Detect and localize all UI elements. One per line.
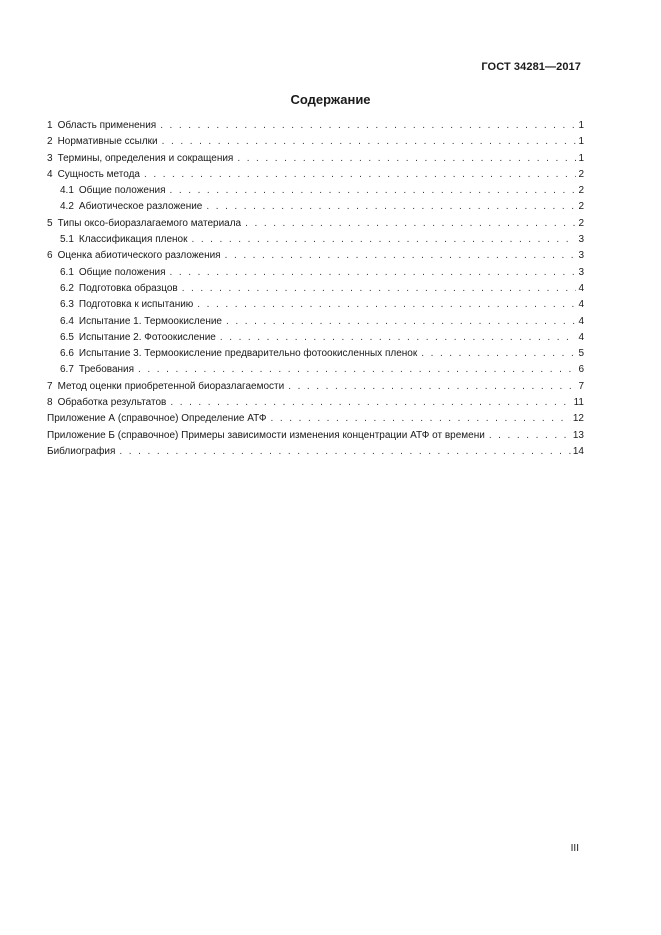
toc-dot-leader xyxy=(220,330,577,346)
toc-entry-title: Приложение А (справочное) Определение АТФ xyxy=(47,413,267,425)
toc-entry-title: Абиотическое разложение xyxy=(78,201,203,213)
toc-entry[interactable] xyxy=(47,362,584,378)
toc-dot-leader xyxy=(245,216,576,232)
toc-entry-number: 6.5 xyxy=(60,331,74,343)
document-id: ГОСТ 34281—2017 xyxy=(481,61,581,73)
toc-entry[interactable] xyxy=(47,346,584,362)
toc-entry-number: 8 xyxy=(47,397,53,409)
toc-entry-number: 6 xyxy=(47,250,53,262)
toc-entry-page: 6 xyxy=(578,364,584,376)
toc-entry-number: 6.7 xyxy=(60,364,74,376)
toc-entry[interactable] xyxy=(47,395,584,411)
toc-entry-page: 4 xyxy=(578,282,584,294)
toc-entry-page: 4 xyxy=(578,331,584,343)
toc-entry-page: 3 xyxy=(578,250,584,262)
toc-entry-title: Требования xyxy=(78,364,135,376)
toc-entry[interactable] xyxy=(47,216,584,232)
toc-entry-title: Общие положения xyxy=(78,266,166,278)
toc-entry-title: Обработка результатов xyxy=(57,397,167,409)
toc-entry-page: 12 xyxy=(572,413,584,425)
toc-entry-number: 4.2 xyxy=(60,201,74,213)
toc-entry[interactable] xyxy=(47,379,584,395)
toc-dot-leader xyxy=(162,134,577,150)
toc-entry-page: 2 xyxy=(578,185,584,197)
toc-dot-leader xyxy=(170,265,577,281)
toc-entry-title: Общие положения xyxy=(78,185,166,197)
toc-entry-title: Подготовка к испытанию xyxy=(78,299,194,311)
toc-entry-number: 6.6 xyxy=(60,348,74,360)
toc-entry-title: Оценка абиотического разложения xyxy=(57,250,221,262)
toc-entry-number: 5 xyxy=(47,217,53,229)
toc-entry[interactable] xyxy=(47,151,584,167)
toc-entry[interactable] xyxy=(47,444,584,460)
toc-entry-page: 7 xyxy=(578,380,584,392)
toc-entry[interactable] xyxy=(47,428,584,444)
toc-dot-leader xyxy=(182,281,577,297)
toc-entry[interactable] xyxy=(47,411,584,427)
toc-entry[interactable] xyxy=(47,199,584,215)
toc-title: Содержание xyxy=(290,92,371,107)
toc-entry-title: Классификация пленок xyxy=(78,234,188,246)
toc-entry-title: Подготовка образцов xyxy=(78,282,178,294)
toc-entry-page: 1 xyxy=(578,136,584,148)
toc-dot-leader xyxy=(197,297,576,313)
toc-dot-leader xyxy=(489,428,571,444)
toc-entry-title: Метод оценки приобретенной биоразлагаемости xyxy=(57,380,285,392)
toc-entry-title: Термины, определения и сокращения xyxy=(57,152,234,164)
toc-dot-leader xyxy=(191,232,576,248)
toc-entry[interactable] xyxy=(47,232,584,248)
toc-entry-page: 13 xyxy=(572,429,584,441)
toc-entry[interactable] xyxy=(47,167,584,183)
toc-entry-page: 3 xyxy=(578,266,584,278)
toc-entry-page: 5 xyxy=(578,348,584,360)
toc-entry-page: 3 xyxy=(578,234,584,246)
toc-entry-page: 14 xyxy=(572,445,584,457)
toc-entry-number: 5.1 xyxy=(60,234,74,246)
toc-entry-number: 4.1 xyxy=(60,185,74,197)
toc-entry-number: 7 xyxy=(47,380,53,392)
toc-entry-title: Нормативные ссылки xyxy=(57,136,158,148)
toc-entry[interactable] xyxy=(47,281,584,297)
toc-entry-title: Испытание 1. Термоокисление xyxy=(78,315,222,327)
toc-dot-leader xyxy=(160,118,576,134)
toc-entry[interactable] xyxy=(47,314,584,330)
toc-entry-page: 1 xyxy=(578,120,584,131)
toc-dot-leader xyxy=(206,199,576,215)
toc-entry-number: 6.2 xyxy=(60,282,74,294)
toc-dot-leader xyxy=(226,314,576,330)
page-number: III xyxy=(570,843,579,854)
toc-entry-number: 1 xyxy=(47,120,53,131)
toc-entry-number: 4 xyxy=(47,168,53,180)
toc-entry-number: 6.1 xyxy=(60,266,74,278)
toc-dot-leader xyxy=(170,183,577,199)
toc-dot-leader xyxy=(288,379,576,395)
toc-dot-leader xyxy=(237,151,576,167)
toc-entry-number: 6.4 xyxy=(60,315,74,327)
toc-entry[interactable] xyxy=(47,183,584,199)
toc-entry-number: 2 xyxy=(47,136,53,148)
toc-entry-page: 1 xyxy=(578,152,584,164)
toc-entry-page: 4 xyxy=(578,315,584,327)
toc-entry[interactable] xyxy=(47,134,584,150)
toc-entry[interactable] xyxy=(47,118,584,134)
toc-entry-title: Типы оксо-биоразлагаемого материала xyxy=(57,217,242,229)
toc-entry-title: Испытание 3. Термоокисление предварительно фотоокисленных пленок xyxy=(78,348,418,360)
toc-entry-page: 11 xyxy=(573,397,584,409)
toc-entry-title: Библиография xyxy=(47,445,116,457)
toc-dot-leader xyxy=(271,411,571,427)
toc-entry[interactable] xyxy=(47,297,584,313)
toc-dot-leader xyxy=(225,248,577,264)
toc-dot-leader xyxy=(421,346,576,362)
toc-dot-leader xyxy=(144,167,576,183)
toc-entry-title: Сущность метода xyxy=(57,168,140,180)
table-of-contents xyxy=(47,118,584,460)
toc-entry-number: 3 xyxy=(47,152,53,164)
toc-entry-number: 6.3 xyxy=(60,299,74,311)
toc-entry[interactable] xyxy=(47,265,584,281)
toc-entry-page: 2 xyxy=(578,201,584,213)
toc-entry-page: 4 xyxy=(578,299,584,311)
toc-entry-title: Испытание 2. Фотоокисление xyxy=(78,331,216,343)
toc-entry[interactable] xyxy=(47,330,584,346)
toc-entry-page: 2 xyxy=(578,217,584,229)
toc-dot-leader xyxy=(119,444,570,460)
toc-dot-leader xyxy=(170,395,571,411)
toc-dot-leader xyxy=(138,362,576,378)
toc-entry-title: Приложение Б (справочное) Примеры зависимости изменения концентрации АТФ от времени xyxy=(47,429,485,441)
toc-entry-page: 2 xyxy=(578,168,584,180)
toc-entry[interactable] xyxy=(47,248,584,264)
toc-entry-title: Область применения xyxy=(57,120,157,131)
